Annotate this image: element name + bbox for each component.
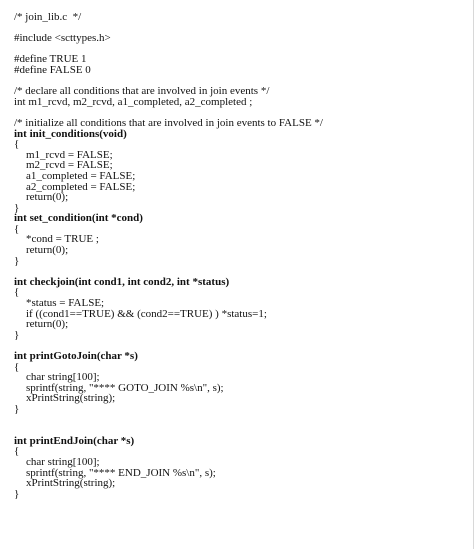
code-line: *cond = TRUE ; [26,233,99,246]
code-line: #include <scttypes.h> [14,32,111,45]
function-signature: int init_conditions(void) [14,127,127,140]
function-signature: int checkjoin(int cond1, int cond2, int *status) [14,275,230,288]
code-line: sprintf(string, "**** END_JOIN %s\n", s); [26,466,216,479]
code-line: xPrintString(string); [26,477,116,490]
code-line: { [14,286,20,299]
code-line: } [14,487,20,500]
code-line: #define FALSE 0 [14,63,91,76]
code-line: { [14,360,20,373]
code-line: } [14,201,20,214]
function-signature: int printEndJoin(char *s) [14,434,135,447]
code-line: a1_completed = FALSE; [26,169,136,182]
code-line: { [14,222,20,235]
code-line: *status = FALSE; [26,297,105,310]
code-line: /* declare all conditions that are involved in join events */ [14,85,270,98]
code-line: { [14,445,20,458]
code-line: m1_rcvd = FALSE; [26,148,113,161]
source-code-listing [14,12,464,499]
code-line: xPrintString(string); [26,392,116,405]
code-line: m2_rcvd = FALSE; [26,159,113,172]
code-line: char string[100]; [26,455,100,468]
code-line: int m1_rcvd, m2_rcvd, a1_completed, a2_completed ; [14,95,253,108]
code-line: return(0); [26,191,69,204]
code-line: #define TRUE 1 [14,53,87,66]
code-line: { [14,138,20,151]
code-line: return(0); [26,244,69,257]
code-line: a2_completed = FALSE; [26,180,136,193]
code-line: /* join_lib.c */ [14,11,82,23]
code-line: sprintf(string, "**** GOTO_JOIN %s\n", s); [26,381,224,394]
code-line: } [14,254,20,267]
code-line: if ((cond1==TRUE) && (cond2==TRUE) ) *status=1; [26,307,267,320]
function-signature: int set_condition(int *cond) [14,212,143,225]
code-line: char string[100]; [26,371,100,384]
code-line: return(0); [26,318,69,331]
code-line: } [14,402,20,415]
code-line: } [14,328,20,341]
code-line [14,415,464,426]
function-signature: int printGotoJoin(char *s) [14,350,138,362]
code-line: /* initialize all conditions that are involved in join events to FALSE */ [14,116,323,129]
